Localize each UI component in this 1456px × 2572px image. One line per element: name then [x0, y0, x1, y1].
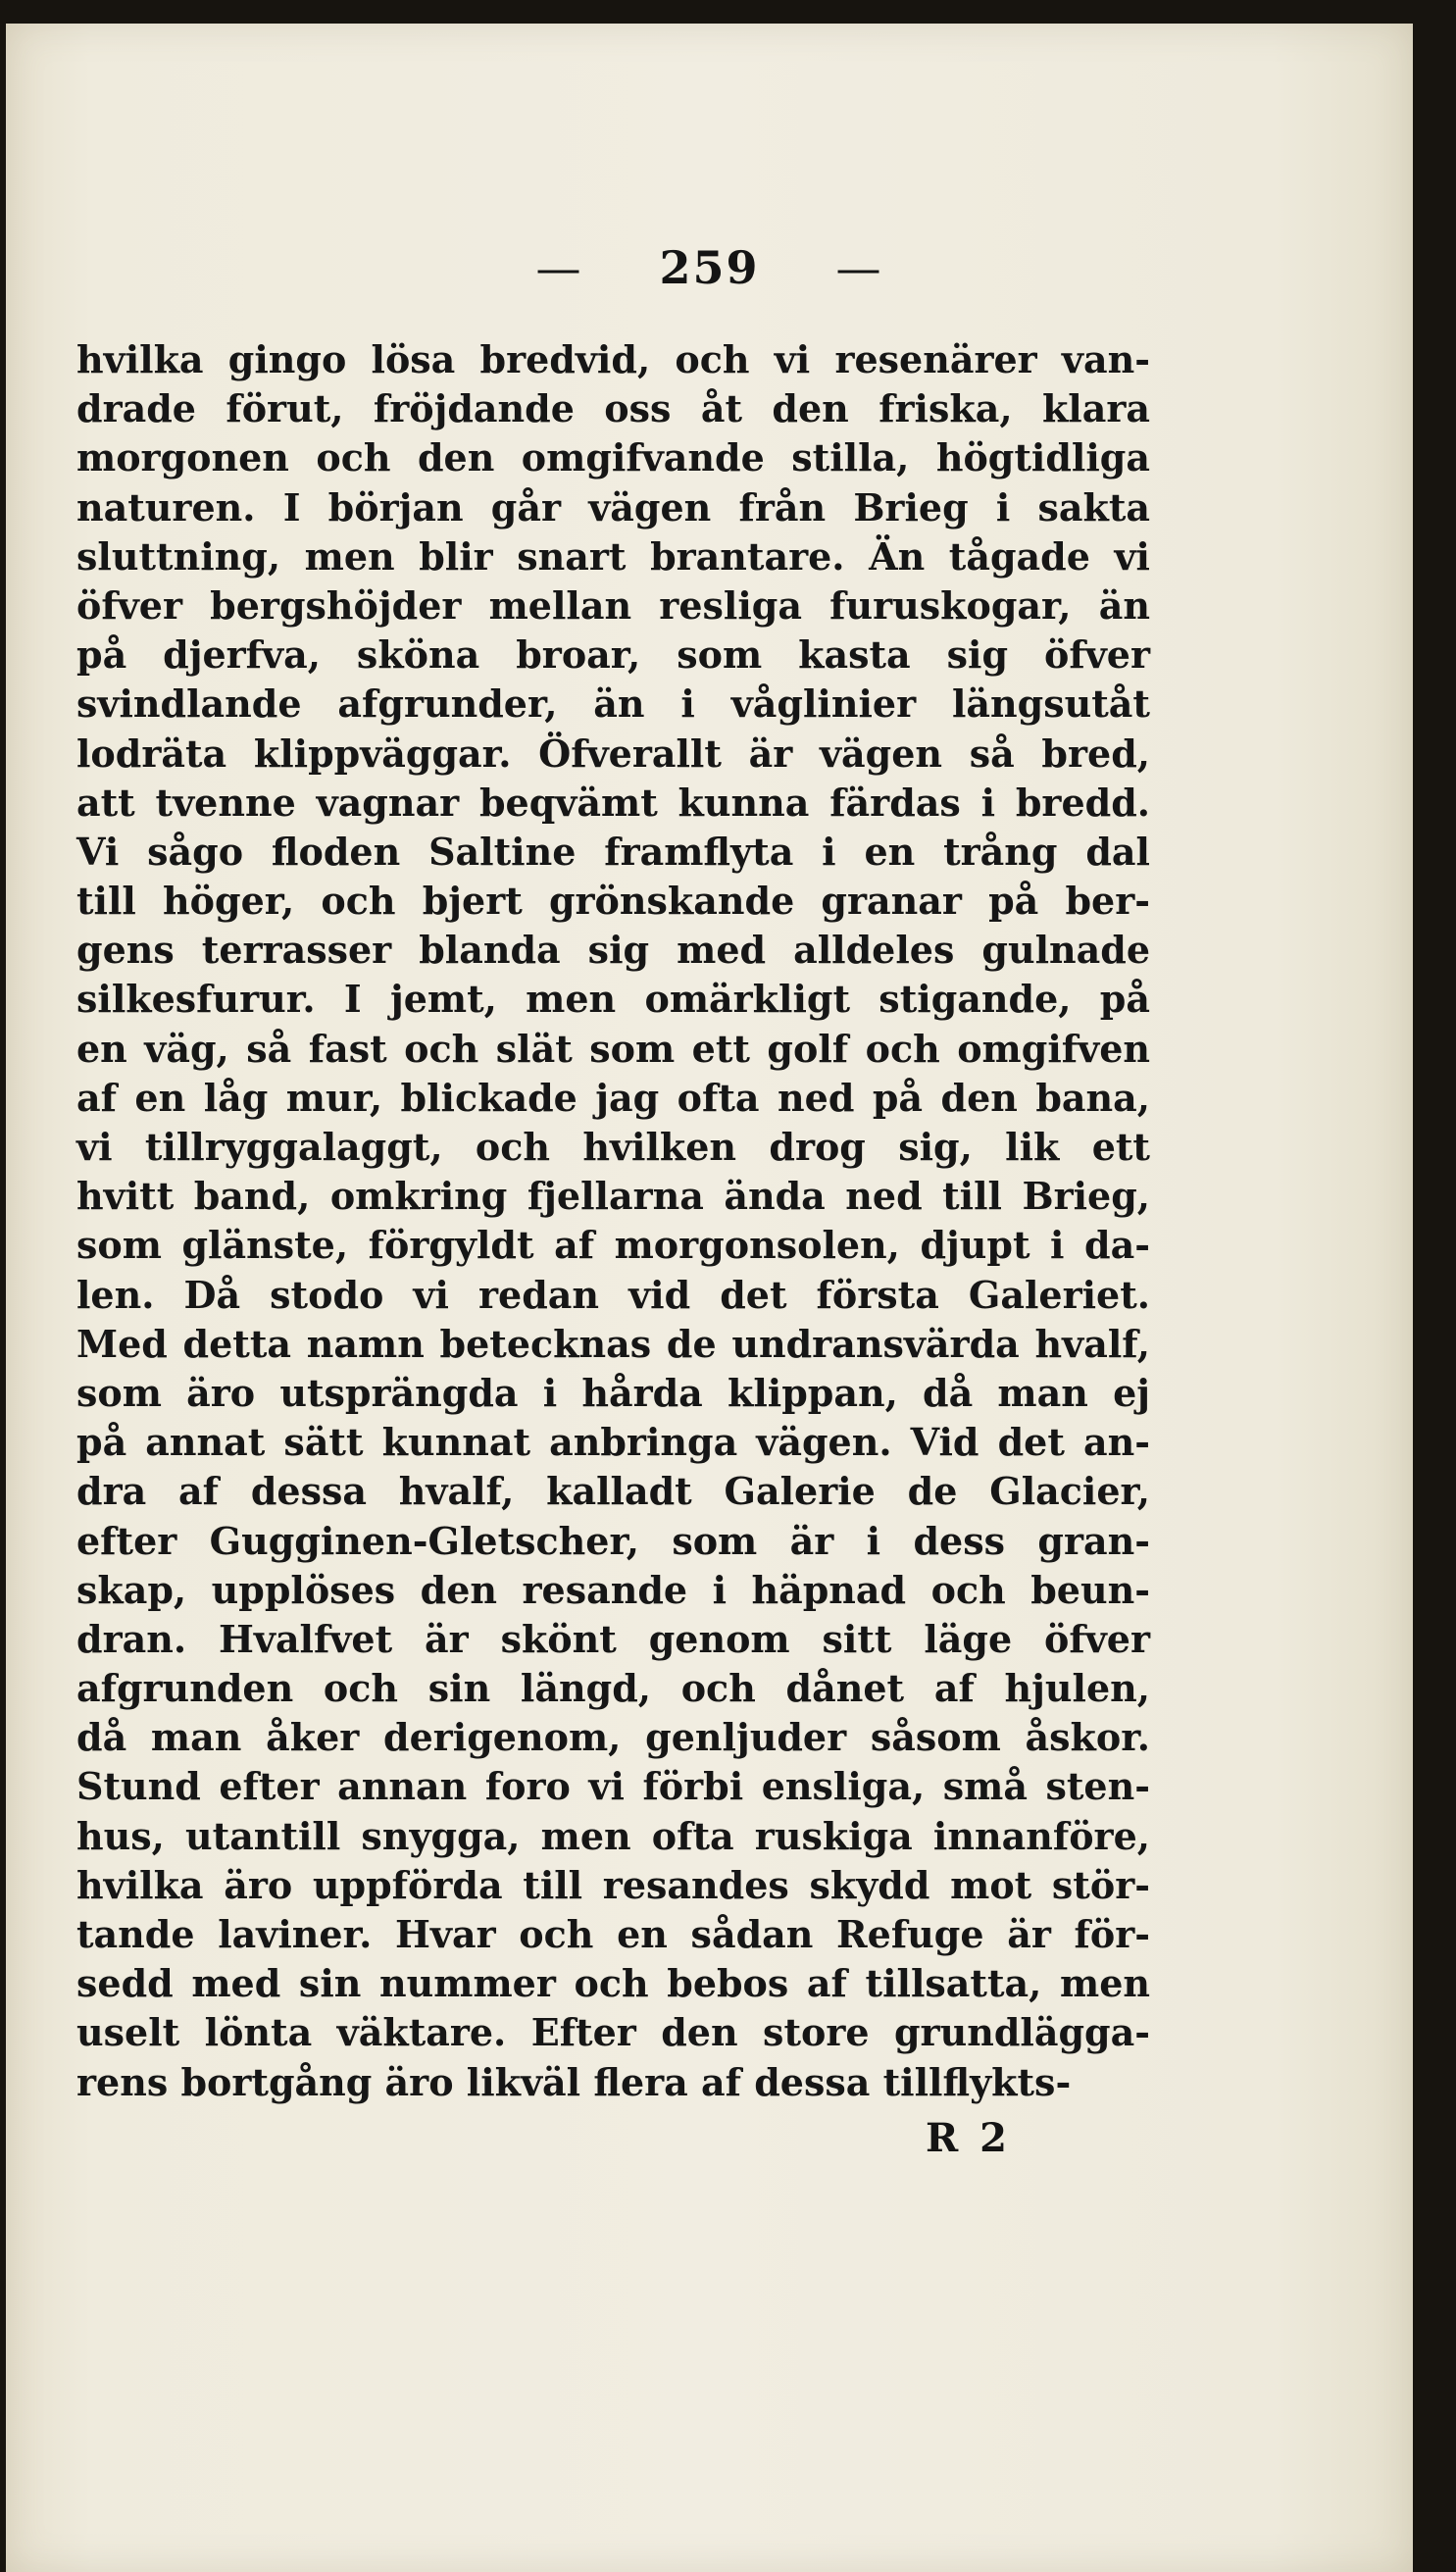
- text-line: naturen. I början går vägen från Brieg i sakta: [76, 484, 1150, 530]
- text-line: silkesfurur. I jemt, men omärkligt stigande, på: [76, 977, 1150, 1022]
- book-page: [6, 24, 1413, 2572]
- text-line: uselt lönta väktare. Efter den store grundlägga-: [76, 2010, 1150, 2055]
- text-line: len. Då stodo vi redan vid det första Galeriet.: [76, 1272, 1150, 1317]
- text-line: till höger, och bjert grönskande granar på ber-: [76, 879, 1150, 924]
- text-line: hvitt band, omkring fjellarna ända ned till Brieg,: [76, 1174, 1150, 1219]
- text-line: som äro utsprängda i hårda klippan, då man ej: [76, 1370, 1150, 1415]
- header-dash-right: —: [835, 241, 883, 294]
- text-line: hvilka äro uppförda till resandes skydd mot stör-: [76, 1862, 1150, 1907]
- page-number: 259: [659, 241, 760, 294]
- text-line: drade förut, fröjdande oss åt den friska, klara: [76, 386, 1150, 431]
- text-line: hvilka gingo lösa bredvid, och vi resenärer van-: [76, 337, 1150, 381]
- text-line: afgrunden och sin längd, och dånet af hjulen,: [76, 1666, 1150, 1711]
- text-line: på djerfva, sköna broar, som kasta sig öfver: [76, 632, 1150, 678]
- text-line: hus, utantill snygga, men ofta ruskiga innanföre,: [76, 1813, 1150, 1858]
- text-line: gens terrasser blanda sig med alldeles gulnade: [76, 928, 1150, 973]
- text-line: på annat sätt kunnat anbringa vägen. Vid det an-: [76, 1420, 1150, 1465]
- signature-mark: R 2: [926, 2115, 1011, 2161]
- text-line: sluttning, men blir snart brantare. Än tågade vi: [76, 533, 1150, 579]
- text-line: af en låg mur, blickade jag ofta ned på den bana,: [76, 1075, 1150, 1120]
- text-line: rens bortgång äro likväl flera af dessa tillflykts-: [76, 2059, 1072, 2104]
- page-header: [6, 241, 1413, 294]
- text-line: då man åker derigenom, genljuder såsom åskor.: [76, 1715, 1150, 1760]
- text-line: att tvenne vagnar beqvämt kunna färdas i bredd.: [76, 780, 1150, 825]
- text-line: dra af dessa hvalf, kalladt Galerie de Glacier,: [76, 1469, 1150, 1514]
- text-line: morgonen och den omgifvande stilla, högtidliga: [76, 435, 1150, 480]
- header-dash-left: —: [535, 241, 583, 294]
- text-line: dran. Hvalfvet är skönt genom sitt läge öfver: [76, 1616, 1150, 1661]
- text-line: Stund efter annan foro vi förbi ensliga, små sten-: [76, 1764, 1150, 1809]
- text-line: vi tillryggalaggt, och hvilken drog sig, lik ett: [76, 1125, 1150, 1169]
- text-line: en väg, så fast och slät som ett golf och omgifven: [76, 1026, 1150, 1071]
- text-line: sedd med sin nummer och bebos af tillsatta, men: [76, 1961, 1150, 2006]
- text-line: lodräta klippväggar. Öfverallt är vägen så bred,: [76, 731, 1150, 776]
- text-line: tande laviner. Hvar och en sådan Refuge är för-: [76, 1912, 1150, 1956]
- text-line: Vi sågo floden Saltine framflyta i en trång dal: [76, 829, 1150, 874]
- text-line: Med detta namn betecknas de undransvärda hvalf,: [76, 1321, 1150, 1366]
- text-line: efter Gugginen-Gletscher, som är i dess gran-: [76, 1518, 1150, 1563]
- text-line: svindlande afgrunder, än i våglinier längsutåt: [76, 681, 1150, 727]
- body-text: [76, 335, 1150, 2107]
- text-line: som glänste, förgyldt af morgonsolen, djupt i da-: [76, 1223, 1150, 1268]
- text-line: skap, upplöses den resande i häpnad och beun-: [76, 1567, 1150, 1612]
- text-line: öfver bergshöjder mellan resliga furuskogar, än: [76, 582, 1150, 628]
